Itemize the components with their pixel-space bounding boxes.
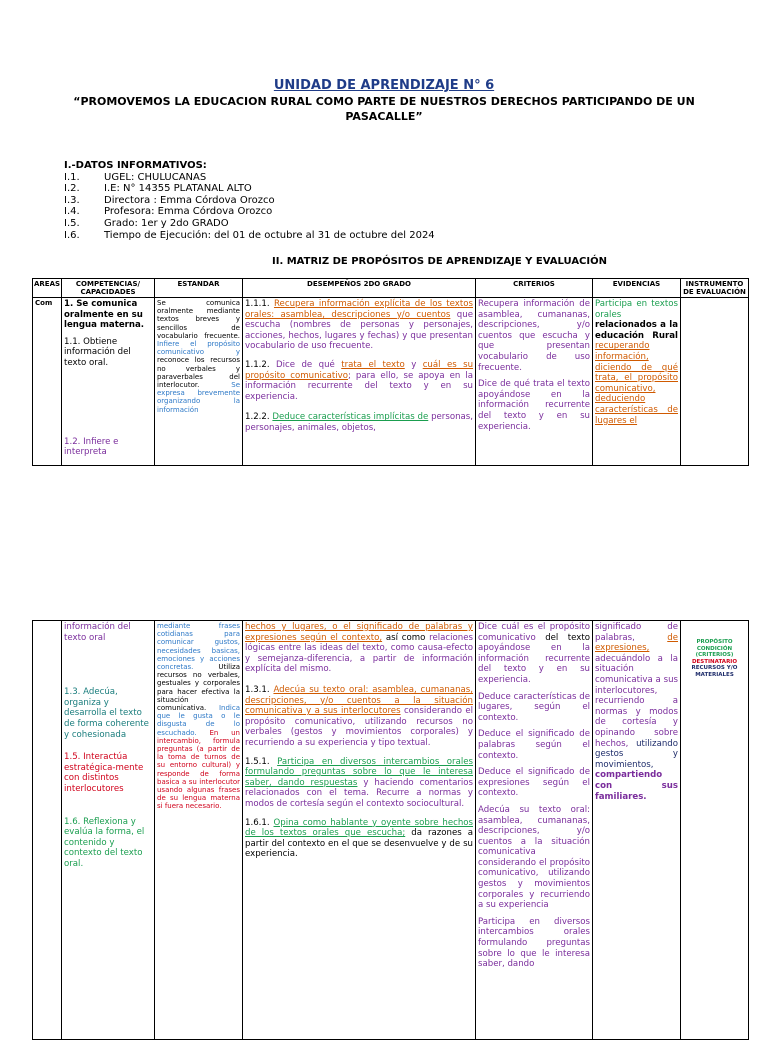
table-header-row [33,279,749,298]
header-estandar: ESTANDAR [155,279,243,298]
desempenos-cell [243,298,476,466]
performance-highlight: Recupera información explícita de los textos orales: asamblea, descripciones y/o cuentos [245,299,474,320]
table-row [33,621,749,1040]
info-row: I.5. Grado: 1er y 2do GRADO [64,217,229,229]
performance-item: 1.5.1. Participa en diversos intercambios orales formulando preguntas sobre lo que le interesa saber, dando respuestas y haciendo comentarios relacionados con el tema. Recurre a normas y modos de cortesía según el contexto sociocultural. [245,756,474,809]
standard-text: Se comunica oralmente mediante textos breves y sencillos de vocabulario frecuente. [157,299,240,340]
info-row: I.6. Tiempo de Ejecución: del 01 de octubre al 31 de octubre del 2024 [64,229,435,241]
header-desempenos: DESEMPEÑOS 2DO GRADO [243,279,476,298]
info-row: I.3. Directora : Emma Córdova Orozco [64,194,275,206]
estandar-cell [155,621,243,1040]
section-heading: II. MATRIZ DE PROPÓSITOS DE APRENDIZAJE Y EVALUACIÓN [272,256,607,267]
standard-text: reconoce los recursos no verbales y paraverbales del interlocutor. [157,356,240,390]
standard-text: mediante frases cotidianas para comunicar gustos, necesidades basicas, emociones y acciones concretas. [157,622,240,672]
performance-item: 1.1.1. Recupera información explícita de los textos orales: asamblea, descripciones y/o cuentos que escucha (nombres de personas y personajes, acciones, hechos, lugares y fechas) y que presentan vocabulario de uso frecuente. [245,299,474,352]
performance-item: 1.2.2. Deduce características implícitas de personas, personajes, animales, objetos, [245,412,473,433]
criterion-text: Recupera información de asamblea, cumananas, descripciones, y/o cuentos que escucha y que presentan vocabulario de uso frecuente. [478,299,590,373]
criterion-text: Adecúa su texto oral: asamblea, cumananas, descripciones, y/o cuentos a la situación comunicativa considerando el propósito comunicativo, utilizando gestos y movimientos corporales y recurriendo a su experiencia [478,804,590,911]
general-info [64,160,435,241]
competencias-cell [62,621,155,1040]
header-criterios: CRITERIOS [476,279,593,298]
area-cell: Com [33,298,62,466]
area-cell [33,621,62,1040]
criterion-text: Dice de qué trata el texto apoyándose en la información recurrente del texto y en su experiencia. [478,379,590,432]
matrix-table-page2 [32,620,749,1040]
header-areas: AREAS [33,279,62,298]
desempenos-cell [243,621,476,1040]
capacity-text: 1.3. Adecúa, organiza y desarrolla el texto de forma coherente y cohesionada [64,687,149,740]
performance-item: 1.6.1. Opina como hablante y oyente sobre hechos de los textos orales que escucha; da razones a partir del contexto en el que se desenvuelve y de su experiencia. [245,817,474,860]
instrumento-cell: PROPÓSITO CONDICIÓN (CRITERIOS) DESTINATARIO RECURSOS Y/O MATERIALES [681,621,749,1040]
capacity-text: 1.2. Infiere e interpreta [64,436,119,458]
standard-text: Utiliza recursos no verbales, gestuales y corporales para hacer efectiva la situación comunicativa. [157,663,240,713]
standard-text: Se expresa brevemente organizando la información [157,381,240,414]
criterion-text: Dice cuál es el propósito comunicativo del texto apoyándose en la información recurrente del texto y en su experiencia. [478,622,590,685]
criterion-text: Participa en diversos intercambios orales formulando preguntas sobre lo que le interesa saber, dando [478,916,590,970]
competencias-cell [62,298,155,466]
info-row: I.4. Profesora: Emma Córdova Orozco [64,206,273,218]
standard-text: En un intercambio, formula preguntas (a partir de la toma de turnos de su entorno cultural) y responde de forma basica a su interlocutor usando algunas frases de su lengua materna si fuera necesario. [157,728,240,811]
performance-item: 1.1.2. Dice de qué trata el texto y cuál es su propósito comunicativo; para ello, se apoya en la información recurrente del texto y en su experiencia. [245,359,474,402]
criterion-text: Deduce el significado de expresiones según el contexto. [478,767,590,799]
instrumento-cell [681,298,749,466]
header-competencias: COMPETENCIAS/ CAPACIDADES [62,279,155,298]
estandar-cell [155,298,243,466]
header-instrumento: INSTRUMENTO DE EVALUACIÓN [681,279,749,298]
evidencias-cell: significado de palabras, de expresiones, adecuándolo a la situación comunicativa a sus interlocutores, recurriendo a normas y modos de cortesía y opinando sobre hechos, utilizando gestos y movimientos, compartiendo con sus familiares. [593,621,681,1040]
performance-item: hechos y lugares, o el significado de palabras y expresiones según el contexto, así como relaciones lógicas entre las ideas del texto, como causa-efecto y semejanza-diferencia, a partir de información explícita del mismo. [245,622,474,675]
info-heading: I.-DATOS INFORMATIVOS: [64,160,207,171]
capacity-text: 1.5. Interactúa estratégica-mente con distintos interlocutores [64,752,144,794]
matrix-table-page1 [32,278,749,466]
standard-text: Indica que le gusta o le disgusta de lo escuchado. [157,704,240,737]
criterion-text: Deduce el significado de palabras según el contexto. [478,729,590,761]
criterion-text: Deduce características de lugares, según el contexto. [478,691,590,723]
capacity-text: 1.1. Obtiene información del texto oral. [64,336,131,368]
criterios-cell [476,298,593,466]
info-row: I.2. I.E: N° 14355 PLATANAL ALTO [64,183,252,195]
info-row: I.1. UGEL: CHULUCANAS [64,171,207,183]
header-evidencias: EVIDENCIAS [593,279,681,298]
table-row [33,298,749,466]
criterios-cell [476,621,593,1040]
standard-text: Infiere el propósito comunicativo y [157,340,240,357]
competence-text: 1. Se comunica oralmente en su lengua materna. [64,299,145,331]
capacity-text: 1.6. Reflexiona y evalúa la forma, el contenido y contexto del texto oral. [64,816,145,869]
performance-item: 1.3.1. Adecúa su texto oral: asamblea, cumananas, descripciones, y/o cuentos a la situación comunicativa y a sus interlocutores considerando el propósito comunicativo, utilizando recursos no verbales (gestos y movimientos corporales) y recurriendo a su experiencia y tipo textual. [245,684,473,748]
capacity-text: información del texto oral [64,622,131,643]
unit-subtitle: “PROMOVEMOS LA EDUCACION RURAL COMO PARTE DE NUESTROS DERECHOS PARTICIPANDO DE UN PASACALLE” [73,95,695,123]
evidencias-cell: Participa en textos orales relacionados a la educación Rural recuperando información, diciendo de qué trata, el propósito comunicativo, deduciendo características de lugares el [593,298,681,466]
unit-title: UNIDAD DE APRENDIZAJE N° 6 [273,78,495,93]
